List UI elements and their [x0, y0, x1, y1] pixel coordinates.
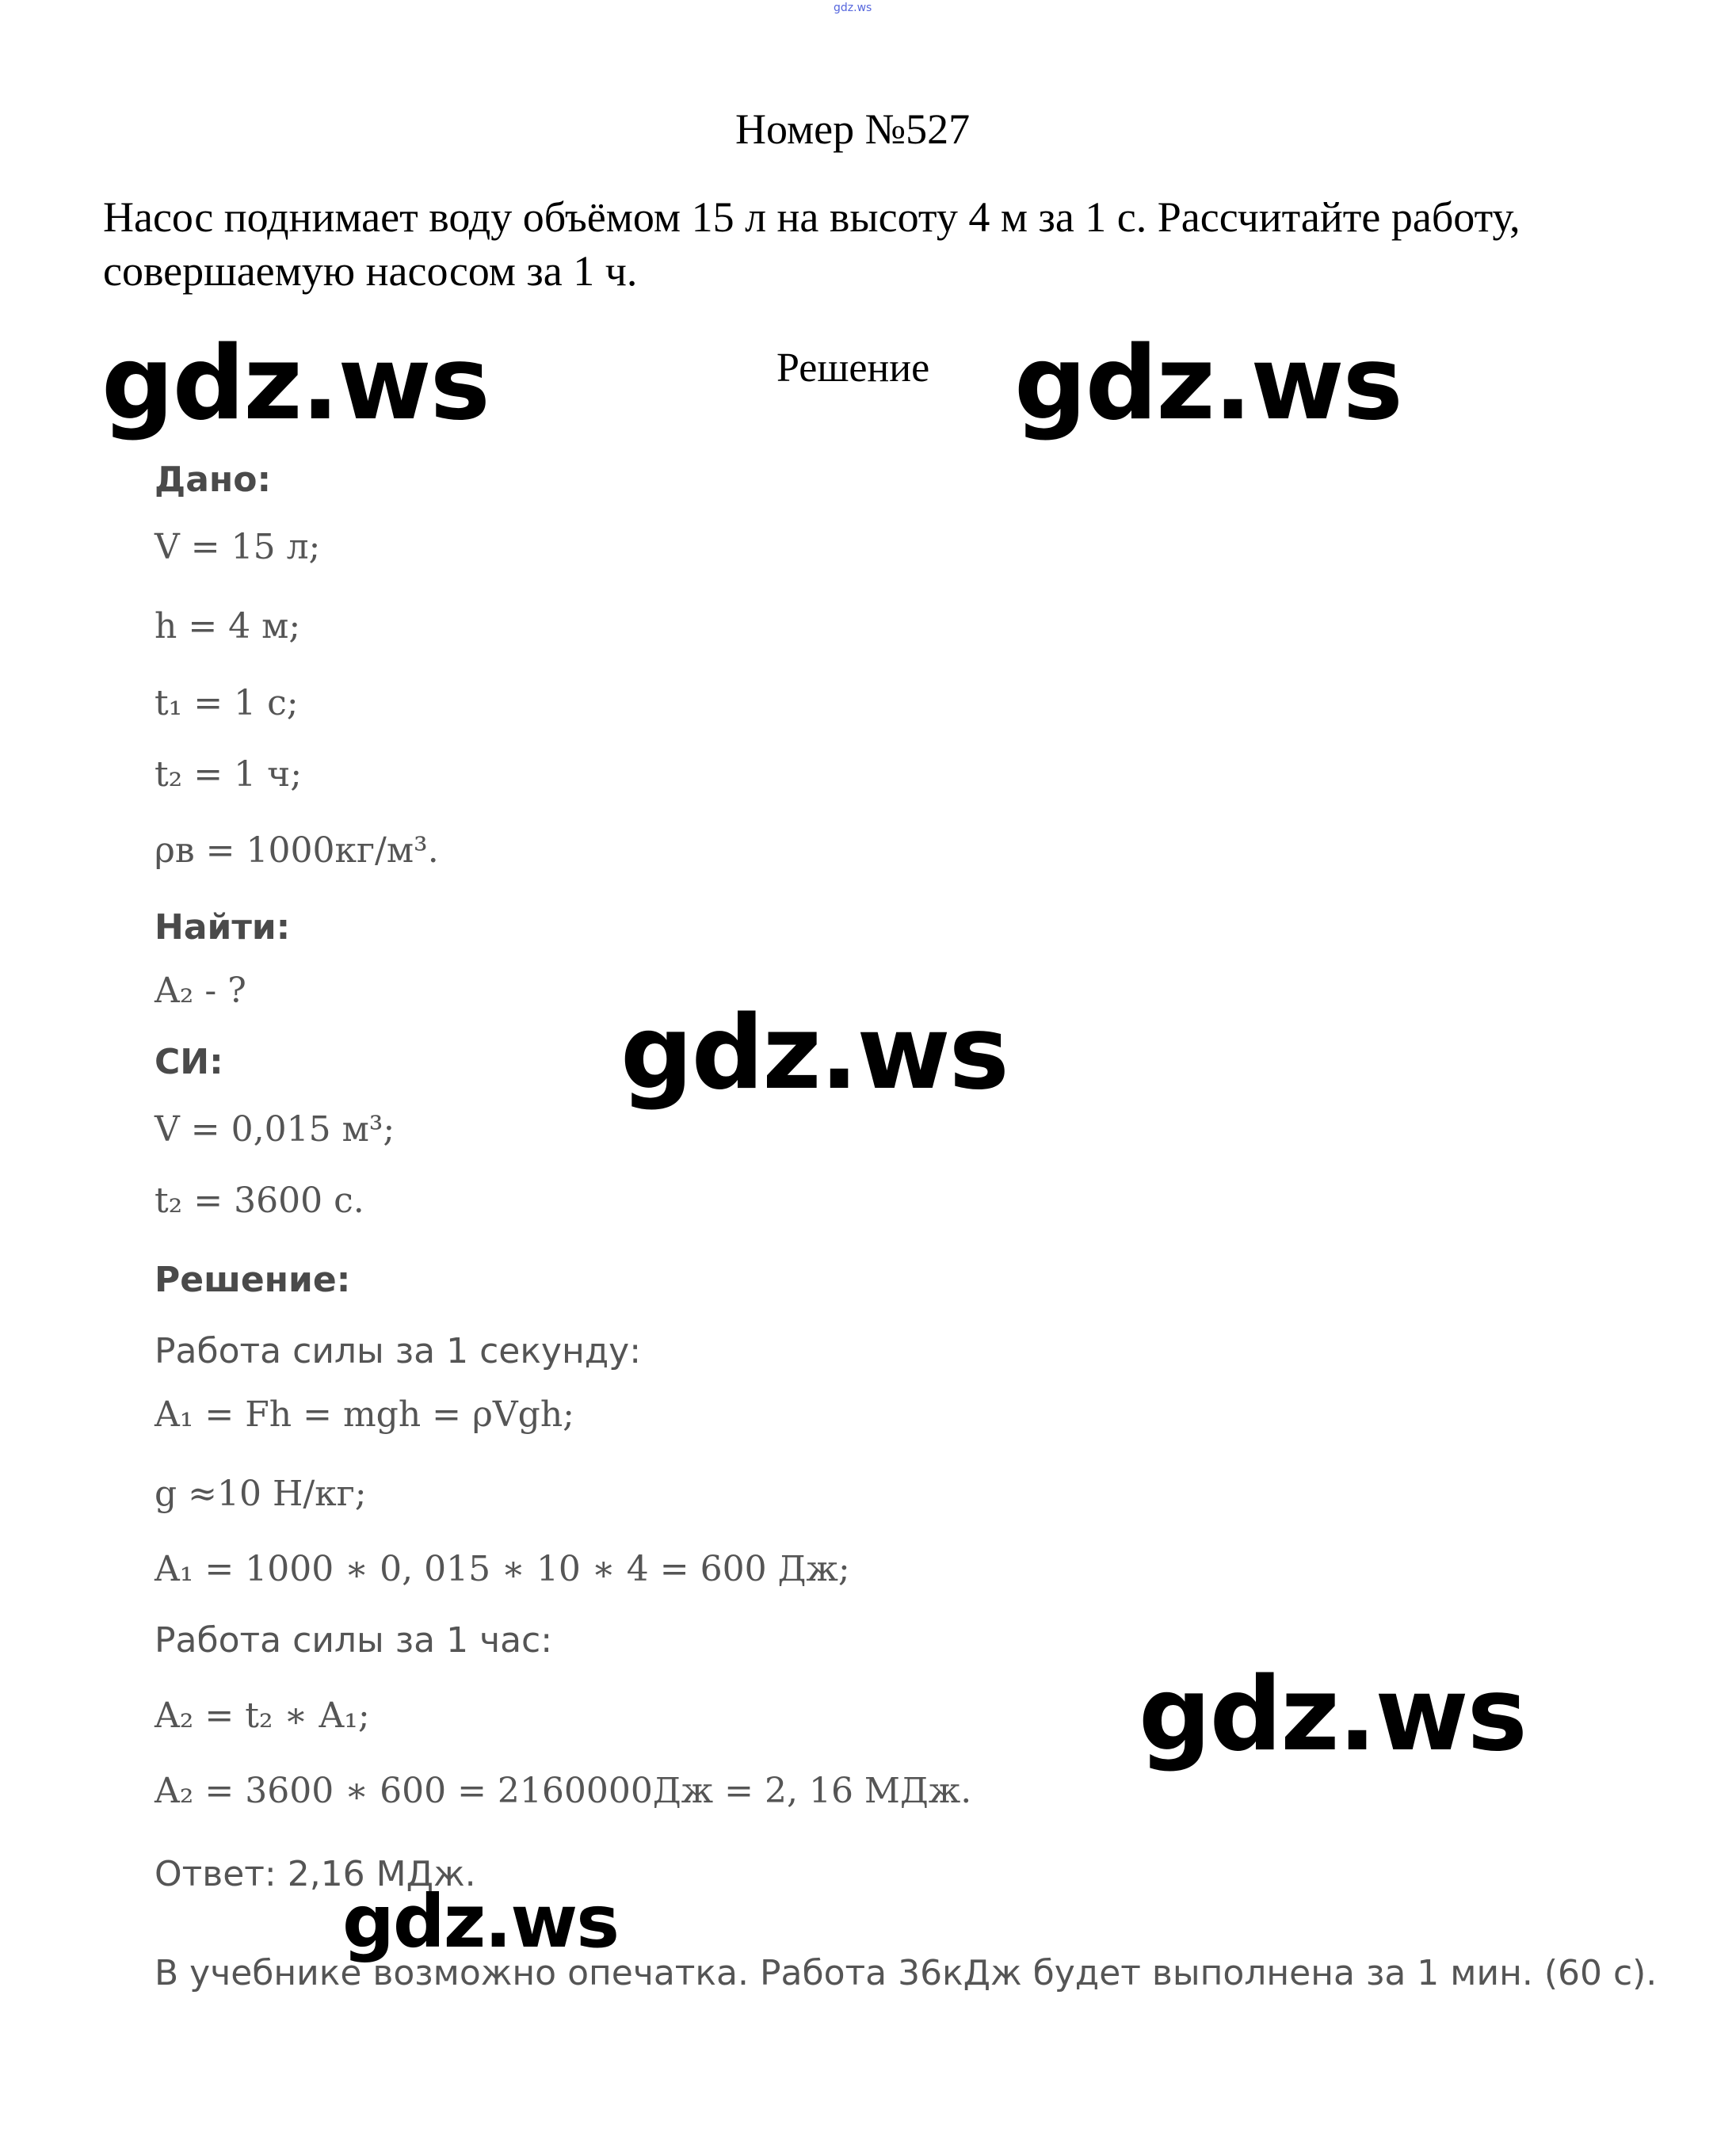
given-density: ρв = 1000кг/м³.: [155, 830, 439, 871]
si-time: t₂ = 3600 с.: [155, 1180, 364, 1221]
find-work: A₂ - ?: [155, 971, 246, 1011]
solution-label: Решение:: [155, 1260, 351, 1300]
given-time-2: t₂ = 1 ч;: [155, 754, 303, 795]
formula-a1: A₁ = Fh = mgh = ρVgh;: [155, 1394, 574, 1435]
formula-a2: A₂ = t₂ ∗ A₁;: [155, 1695, 370, 1736]
si-volume: V = 0,015 м³;: [155, 1109, 395, 1150]
problem-text: Насос поднимает воду объёмом 15 л на высоту 4 м за 1 с. Рассчитайте работу, совершаемую насосом за 1 ч.: [103, 193, 1520, 295]
calc-a1: A₁ = 1000 ∗ 0, 015 ∗ 10 ∗ 4 = 600 Дж;: [155, 1549, 850, 1589]
given-label: Дано:: [155, 460, 272, 500]
answer: Ответ: 2,16 МДж.: [155, 1854, 476, 1894]
given-volume: V = 15 л;: [155, 527, 321, 567]
given-time-1: t₁ = 1 с;: [155, 683, 299, 723]
work-1s-text: Работа силы за 1 секунду:: [155, 1331, 642, 1371]
watermark: gdz.ws: [1139, 1656, 1526, 1774]
watermark: gdz.ws: [101, 325, 489, 443]
watermark: gdz.ws: [1014, 325, 1402, 443]
solution-heading: Решение: [776, 345, 930, 391]
g-value: g ≈10 Н/кг;: [155, 1474, 367, 1514]
find-label: Найти:: [155, 907, 291, 948]
given-height: h = 4 м;: [155, 606, 301, 646]
calc-a2: A₂ = 3600 ∗ 600 = 2160000Дж = 2, 16 МДж.: [155, 1771, 972, 1811]
si-label: СИ:: [155, 1042, 223, 1082]
work-1h-text: Работа силы за 1 час:: [155, 1620, 553, 1661]
textbook-note: В учебнике возможно опечатка. Работа 36кДж будет выполнена за 1 мин. (60 с).: [155, 1953, 1658, 1993]
header-watermark: gdz.ws: [834, 2, 872, 14]
watermark: gdz.ws: [620, 994, 1008, 1112]
page-title: Номер №527: [735, 105, 971, 153]
watermark: gdz.ws: [342, 1879, 618, 1964]
